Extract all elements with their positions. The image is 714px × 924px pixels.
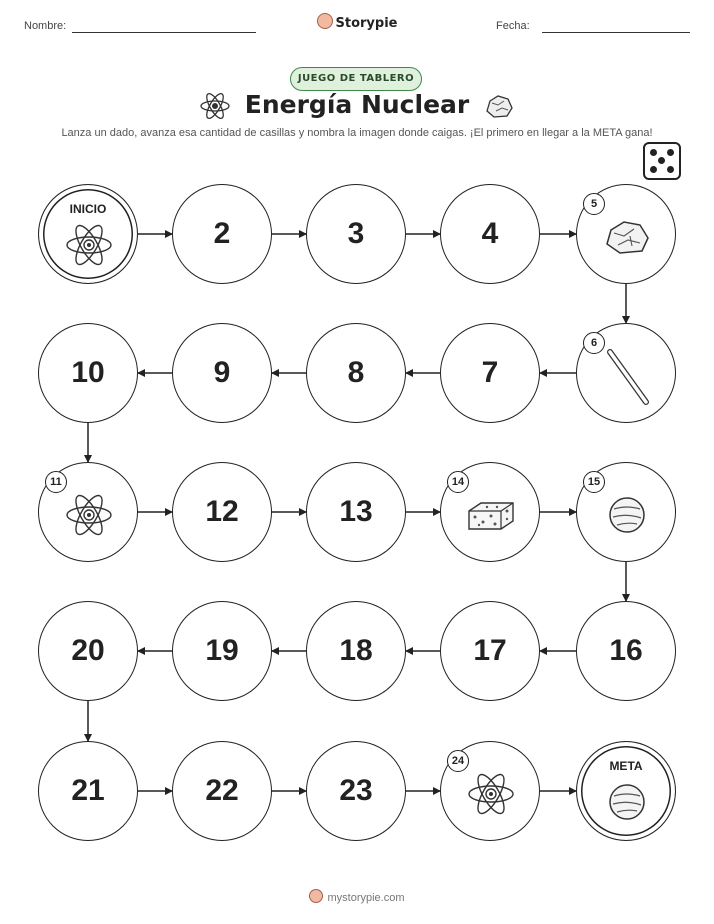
atom-icon xyxy=(63,223,115,271)
board-space-12[interactable] xyxy=(172,462,272,562)
board-space-7[interactable] xyxy=(440,323,540,423)
space-number: 6 xyxy=(583,332,605,354)
brand-text: Storypie xyxy=(335,16,398,31)
space-number: 9 xyxy=(213,356,231,389)
space-number: 5 xyxy=(583,193,605,215)
board-space-5[interactable] xyxy=(576,184,676,284)
board-space-6[interactable] xyxy=(576,323,676,423)
board-space-2[interactable] xyxy=(172,184,272,284)
space-number: 10 xyxy=(71,356,105,389)
space-number: 7 xyxy=(481,356,499,389)
space-number: 24 xyxy=(447,750,469,772)
space-number: 20 xyxy=(71,634,105,667)
atom-icon xyxy=(465,772,517,820)
space-number: 16 xyxy=(609,634,643,667)
title-text: Energía Nuclear xyxy=(244,90,470,119)
fuel-rod-icon xyxy=(602,346,652,410)
space-number: 14 xyxy=(447,471,469,493)
space-number: 19 xyxy=(205,634,239,667)
space-number: 3 xyxy=(347,217,365,250)
space-number: 4 xyxy=(481,217,499,250)
board-space-16[interactable] xyxy=(576,601,676,701)
footer xyxy=(0,889,714,904)
board-space-23[interactable] xyxy=(306,741,406,841)
board-space-8[interactable] xyxy=(306,323,406,423)
board-space-11[interactable] xyxy=(38,462,138,562)
rock-icon xyxy=(602,216,652,262)
board-space-15[interactable] xyxy=(576,462,676,562)
board-space-3[interactable] xyxy=(306,184,406,284)
space-number: 17 xyxy=(473,634,507,667)
space-number: 13 xyxy=(339,495,373,528)
game-type-badge: JUEGO DE TABLERO xyxy=(290,67,422,91)
footer-url[interactable]: mystorypie.com xyxy=(327,892,405,904)
board-space-9[interactable] xyxy=(172,323,272,423)
sphere-icon xyxy=(605,493,649,541)
space-number: 21 xyxy=(71,774,105,807)
start-space[interactable] xyxy=(38,184,138,284)
board-space-18[interactable] xyxy=(306,601,406,701)
space-number: 23 xyxy=(339,774,373,807)
space-number: 22 xyxy=(205,774,239,807)
sphere-icon xyxy=(605,780,649,828)
space-number: 15 xyxy=(583,471,605,493)
space-number: 2 xyxy=(213,217,231,250)
date-label: Fecha: xyxy=(496,20,530,32)
sponge-block-icon xyxy=(465,497,517,537)
space-number: 8 xyxy=(347,356,365,389)
space-number: 12 xyxy=(205,495,239,528)
board-space-19[interactable] xyxy=(172,601,272,701)
space-number: 18 xyxy=(339,634,373,667)
space-label: INICIO xyxy=(69,202,107,216)
board-space-22[interactable] xyxy=(172,741,272,841)
finish-space[interactable] xyxy=(576,741,676,841)
board-space-10[interactable] xyxy=(38,323,138,423)
atom-icon xyxy=(63,493,115,541)
board-space-20[interactable] xyxy=(38,601,138,701)
board-space-24[interactable] xyxy=(440,741,540,841)
board-space-14[interactable] xyxy=(440,462,540,562)
name-label: Nombre: xyxy=(24,20,67,32)
space-label: META xyxy=(609,759,643,773)
space-number: 11 xyxy=(45,471,67,493)
board-space-21[interactable] xyxy=(38,741,138,841)
storypie-logo-icon xyxy=(309,889,323,903)
board-space-13[interactable] xyxy=(306,462,406,562)
board-space-4[interactable] xyxy=(440,184,540,284)
board-space-17[interactable] xyxy=(440,601,540,701)
instructions: Lanza un dado, avanza esa cantidad de casillas y nombra la imagen donde caigas. ¡El primero en llegar a la META gana! xyxy=(61,127,653,139)
